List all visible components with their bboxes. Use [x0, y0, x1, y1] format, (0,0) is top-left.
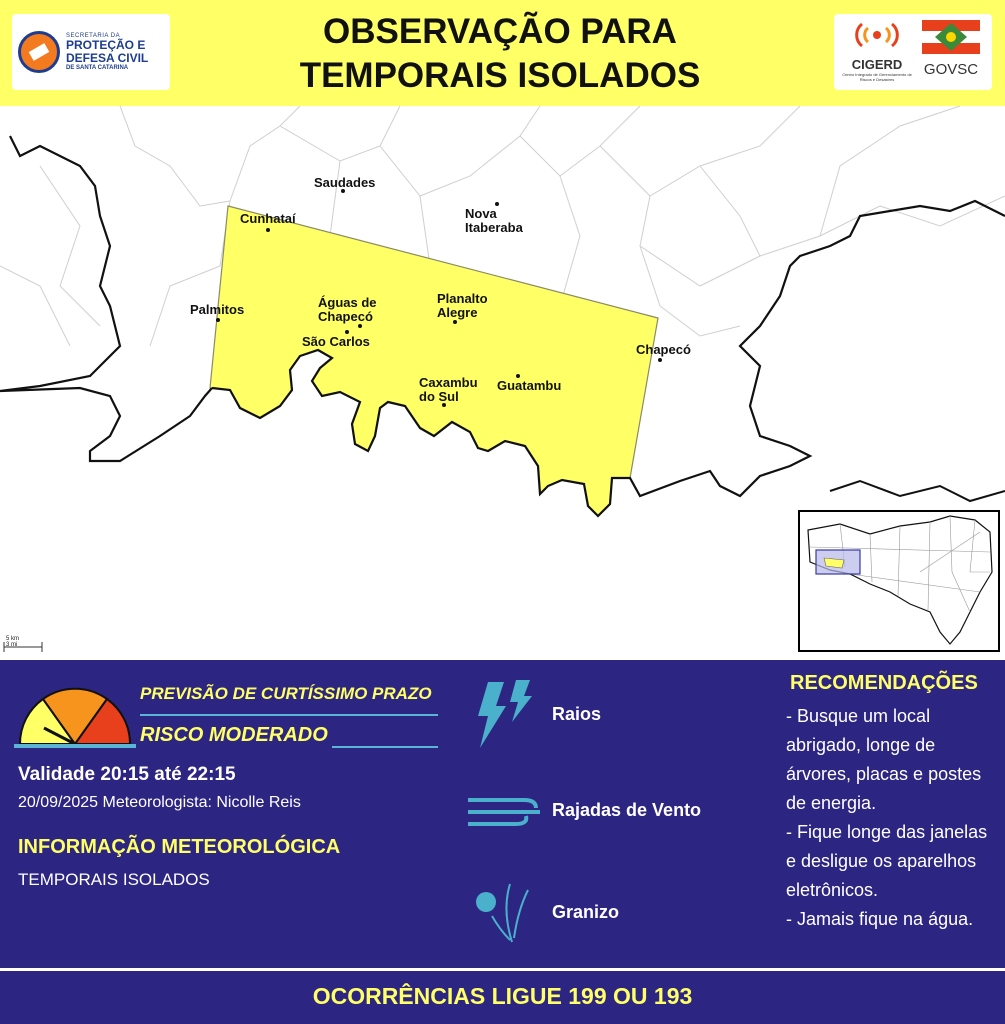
- lightning-icon: [474, 676, 538, 752]
- logo-line2: DEFESA CIVIL: [66, 51, 149, 65]
- risk-level: RISCO MODERADO: [140, 724, 328, 746]
- info-panel: [0, 658, 1005, 968]
- divider-line: [140, 714, 438, 716]
- hazard-label-granizo: Granizo: [552, 902, 620, 922]
- emergency-phone-text: OCORRÊNCIAS LIGUE 199 OU 193: [312, 983, 693, 1009]
- city-label-sao-carlos: São Carlos: [302, 334, 370, 349]
- cigerd-logo: [842, 20, 912, 82]
- city-label-saudades: Saudades: [314, 175, 376, 190]
- recommendation-item: - Jamais fique na água.: [786, 909, 974, 929]
- recommendation-item: - Fique longe das janelas e desligue os aparelhos eletrônicos.: [786, 822, 988, 900]
- city-label-caxambu-do-sul: Caxambu do Sul: [419, 375, 478, 404]
- title-line1: OBSERVAÇÃO PARA: [323, 12, 677, 51]
- hazard-label-raios: Raios: [552, 704, 602, 724]
- cigerd-name: CIGERD: [851, 57, 903, 72]
- map-area: [0, 106, 1005, 658]
- risk-gauge-icon: [14, 682, 136, 748]
- footer: [0, 968, 1005, 1024]
- recommendations-title: RECOMENDAÇÕES: [790, 672, 978, 694]
- city-label-cunhatai: Cunhataí: [240, 211, 296, 226]
- defesa-civil-emblem-icon: [18, 31, 60, 73]
- info-text: TEMPORAIS ISOLADOS: [18, 870, 210, 889]
- title-line2: TEMPORAIS ISOLADOS: [299, 56, 701, 95]
- validity-period: Validade 20:15 até 22:15: [18, 764, 236, 785]
- info-title: INFORMAÇÃO METEOROLÓGICA: [18, 836, 341, 858]
- government-logos: [834, 14, 992, 90]
- alert-area-polygon: [210, 206, 658, 516]
- city-label-chapeco: Chapecó: [636, 342, 691, 357]
- secondary-border-line: [830, 481, 1005, 501]
- santa-catarina-outline: [800, 512, 998, 650]
- header: [0, 0, 1005, 106]
- logo-small-text: SECRETARIA DA: [66, 33, 121, 40]
- wind-icon: [466, 792, 546, 832]
- defesa-civil-logo: [12, 14, 170, 90]
- city-label-nova-itaberaba: Nova Itaberaba: [465, 206, 523, 235]
- logo-line1: PROTEÇÃO E: [66, 38, 146, 53]
- scale-mi: 3 mi: [6, 642, 18, 648]
- city-label-planalto-alegre: Planalto Alegre: [437, 291, 488, 320]
- scale-labels: [6, 636, 19, 648]
- scale-km: 5 km: [6, 636, 20, 642]
- page-title: [200, 10, 800, 98]
- sc-flag-icon: [922, 20, 980, 54]
- cigerd-signal-icon: [852, 20, 902, 50]
- recommendations-list: [786, 702, 996, 934]
- date-meteorologist: 20/09/2025 Meteorologista: Nicolle Reis: [18, 794, 301, 811]
- govsc-logo: [918, 20, 984, 78]
- city-label-aguas-de-chapeco: Águas de Chapecó: [318, 295, 377, 324]
- divider-line: [332, 746, 438, 748]
- city-label-guatambu: Guatambu: [497, 378, 562, 393]
- govsc-name: GOVSC: [923, 61, 979, 78]
- locator-inset-map: [798, 510, 1000, 652]
- cigerd-subtitle: Centro Integrado de Gerenciamento de Riscos e Desastres: [842, 72, 912, 82]
- recommendation-item: - Busque um local abrigado, longe de árvores, placas e postes de energia.: [786, 706, 982, 813]
- hail-icon: [470, 880, 534, 946]
- hazard-label-rajadas: Rajadas de Vento: [552, 800, 702, 820]
- logo-line3: DE SANTA CATARINA: [66, 64, 129, 71]
- city-label-palmitos: Palmitos: [190, 302, 245, 317]
- forecast-type: PREVISÃO DE CURTÍSSIMO PRAZO: [140, 684, 432, 703]
